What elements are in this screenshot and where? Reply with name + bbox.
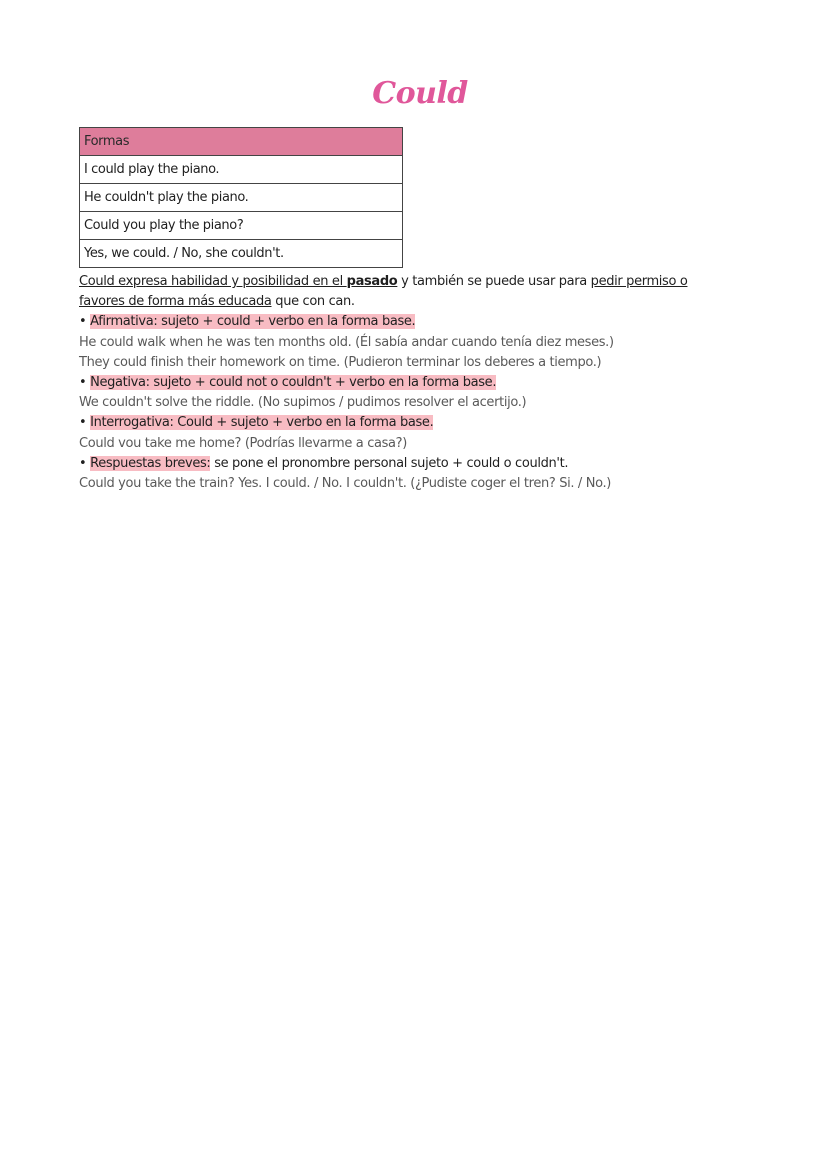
table-row bbox=[80, 240, 403, 268]
intro-word-pasado: pasado bbox=[346, 274, 398, 289]
table-cell-affirmative: I could play the piano. bbox=[80, 156, 403, 184]
explanation-body bbox=[79, 272, 779, 494]
intro-line-1 bbox=[79, 272, 779, 292]
bullet: • bbox=[79, 455, 91, 471]
interrogativa-rule-text: Interrogativa: Could + sujeto + verbo en la forma base. bbox=[90, 415, 434, 431]
bullet: • bbox=[79, 415, 91, 431]
respuestas-rule bbox=[79, 454, 779, 474]
afirmativa-rule bbox=[79, 312, 779, 332]
table-row bbox=[80, 212, 403, 240]
respuestas-example-1: Could you take the train? Yes. I could. / No. I couldn't. (¿Pudiste coger el tren? Si. / No.) bbox=[79, 476, 611, 492]
table-header-row bbox=[80, 128, 403, 156]
forms-table bbox=[79, 127, 403, 268]
respuestas-rule-text: se pone el pronombre personal sujeto + could o couldn't. bbox=[210, 455, 569, 471]
table-row bbox=[80, 156, 403, 184]
afirmativa-rule-text: Afirmativa: sujeto + could + verbo en la forma base. bbox=[90, 314, 416, 330]
page-title: Could bbox=[372, 76, 468, 111]
intro-text-plain: y también se puede usar para bbox=[397, 274, 591, 289]
intro-text-underlined: Could expresa habilidad y posibilidad en el bbox=[79, 274, 347, 289]
negativa-rule bbox=[79, 373, 779, 393]
interrogativa-rule bbox=[79, 413, 779, 433]
respuestas-label: Respuestas breves: bbox=[90, 455, 211, 471]
afirmativa-example-1: He could walk when he was ten months old. (Él sabía andar cuando tenía diez meses.) bbox=[79, 334, 614, 350]
table-cell-interrogative: Could you play the piano? bbox=[80, 212, 403, 240]
intro-text-end: que con can. bbox=[271, 294, 355, 310]
afirmativa-example-2: They could finish their homework on time. (Pudieron terminar los deberes a tiempo.) bbox=[79, 354, 602, 370]
table-row bbox=[80, 184, 403, 212]
interrogativa-example-1: Could vou take me home? (Podrías llevarme a casa?) bbox=[79, 435, 407, 451]
negativa-example-1: We couldn't solve the riddle. (No supimos / pudimos resolver el acertijo.) bbox=[79, 395, 527, 411]
bullet: • bbox=[79, 314, 91, 330]
table-cell-short-answers: Yes, we could. / No, she couldn't. bbox=[80, 240, 403, 268]
bullet: • bbox=[79, 375, 91, 391]
table-header-cell: Formas bbox=[80, 128, 403, 156]
intro-text-favores: favores de forma más educada bbox=[79, 294, 272, 310]
table-cell-negative: He couldn't play the piano. bbox=[80, 184, 403, 212]
intro-line-2 bbox=[79, 292, 779, 312]
negativa-rule-text: Negativa: sujeto + could not o couldn't + verbo en la forma base. bbox=[90, 375, 497, 391]
intro-text-permiso: pedir permiso o bbox=[590, 274, 688, 289]
